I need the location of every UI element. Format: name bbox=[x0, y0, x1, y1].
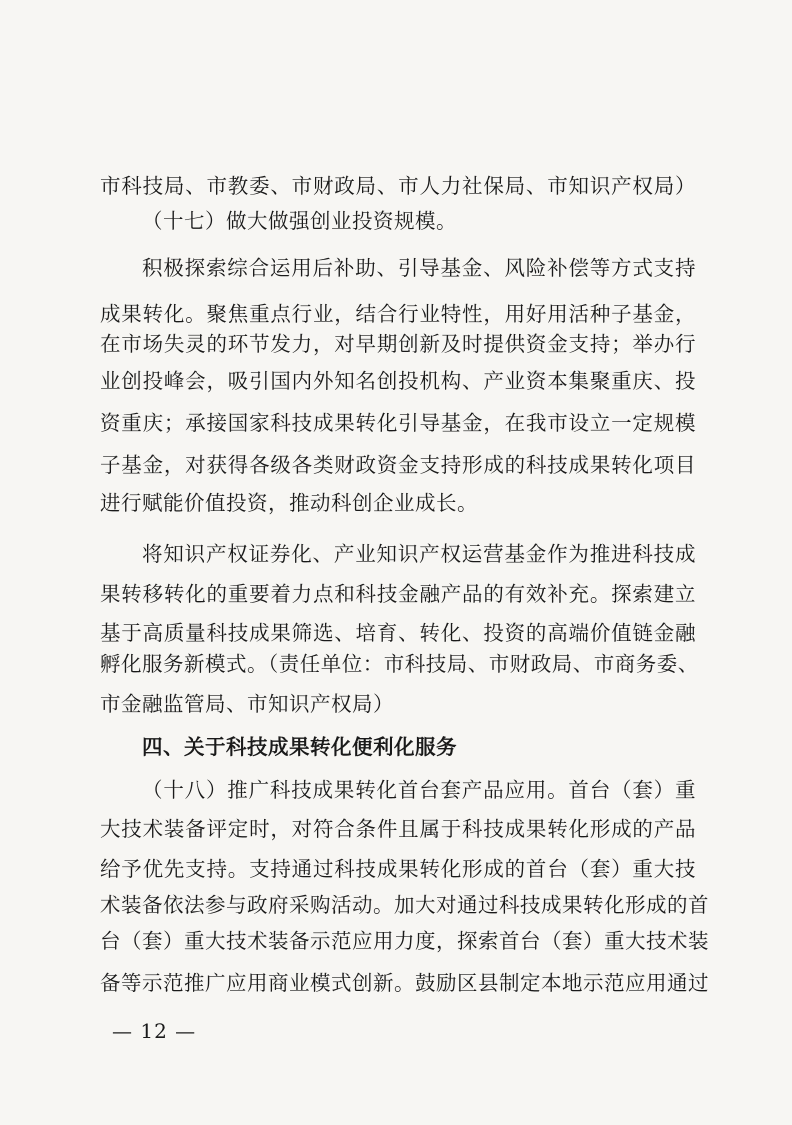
text-line: 进行赋能价值投资，推动科创企业成长。 bbox=[100, 491, 478, 515]
page-number: — 12 — bbox=[112, 1019, 197, 1043]
text-line: 成果转化。聚焦重点行业，结合行业特性，用好用活种子基金， bbox=[100, 302, 696, 326]
text-line: （十八）推广科技成果转化首台套产品应用。首台（套）重 bbox=[142, 778, 696, 802]
section-heading: 四、关于科技成果转化便利化服务 bbox=[142, 735, 457, 759]
text-line: 基于高质量科技成果筛选、培育、转化、投资的高端价值链金融 bbox=[100, 621, 696, 645]
text-line: 大技术装备评定时，对符合条件且属于科技成果转化形成的产品 bbox=[100, 817, 696, 841]
text-line: 术装备依法参与政府采购活动。加大对通过科技成果转化形成的首 bbox=[100, 893, 709, 917]
text-line: 市科技局、市教委、市财政局、市人力社保局、市知识产权局） bbox=[100, 174, 696, 198]
text-line: 子基金，对获得各级各类财政资金支持形成的科技成果转化项目 bbox=[100, 453, 696, 477]
text-line: 给予优先支持。支持通过科技成果转化形成的首台（套）重大技 bbox=[100, 857, 696, 881]
text-line: 积极探索综合运用后补助、引导基金、风险补偿等方式支持 bbox=[142, 256, 696, 280]
text-line: 将知识产权证券化、产业知识产权运营基金作为推进科技成 bbox=[142, 542, 696, 566]
text-line: 孵化服务新模式。（责任单位：市科技局、市财政局、市商务委、 bbox=[100, 652, 699, 676]
text-line: 果转移转化的重要着力点和科技金融产品的有效补充。探索建立 bbox=[100, 582, 696, 606]
text-line: 业创投峰会，吸引国内外知名创投机构、产业资本集聚重庆、投 bbox=[100, 369, 696, 393]
text-line: （十七）做大做强创业投资规模。 bbox=[142, 209, 457, 233]
text-line: 台（套）重大技术装备示范应用力度，探索首台（套）重大技术装 bbox=[100, 929, 709, 953]
text-line: 市金融监管局、市知识产权局） bbox=[100, 692, 394, 716]
text-line: 在市场失灵的环节发力，对早期创新及时提供资金支持；举办行 bbox=[100, 332, 696, 356]
text-line: 资重庆；承接国家科技成果转化引导基金，在我市设立一定规模 bbox=[100, 411, 696, 435]
text-line: 备等示范推广应用商业模式创新。鼓励区县制定本地示范应用通过 bbox=[100, 971, 709, 995]
